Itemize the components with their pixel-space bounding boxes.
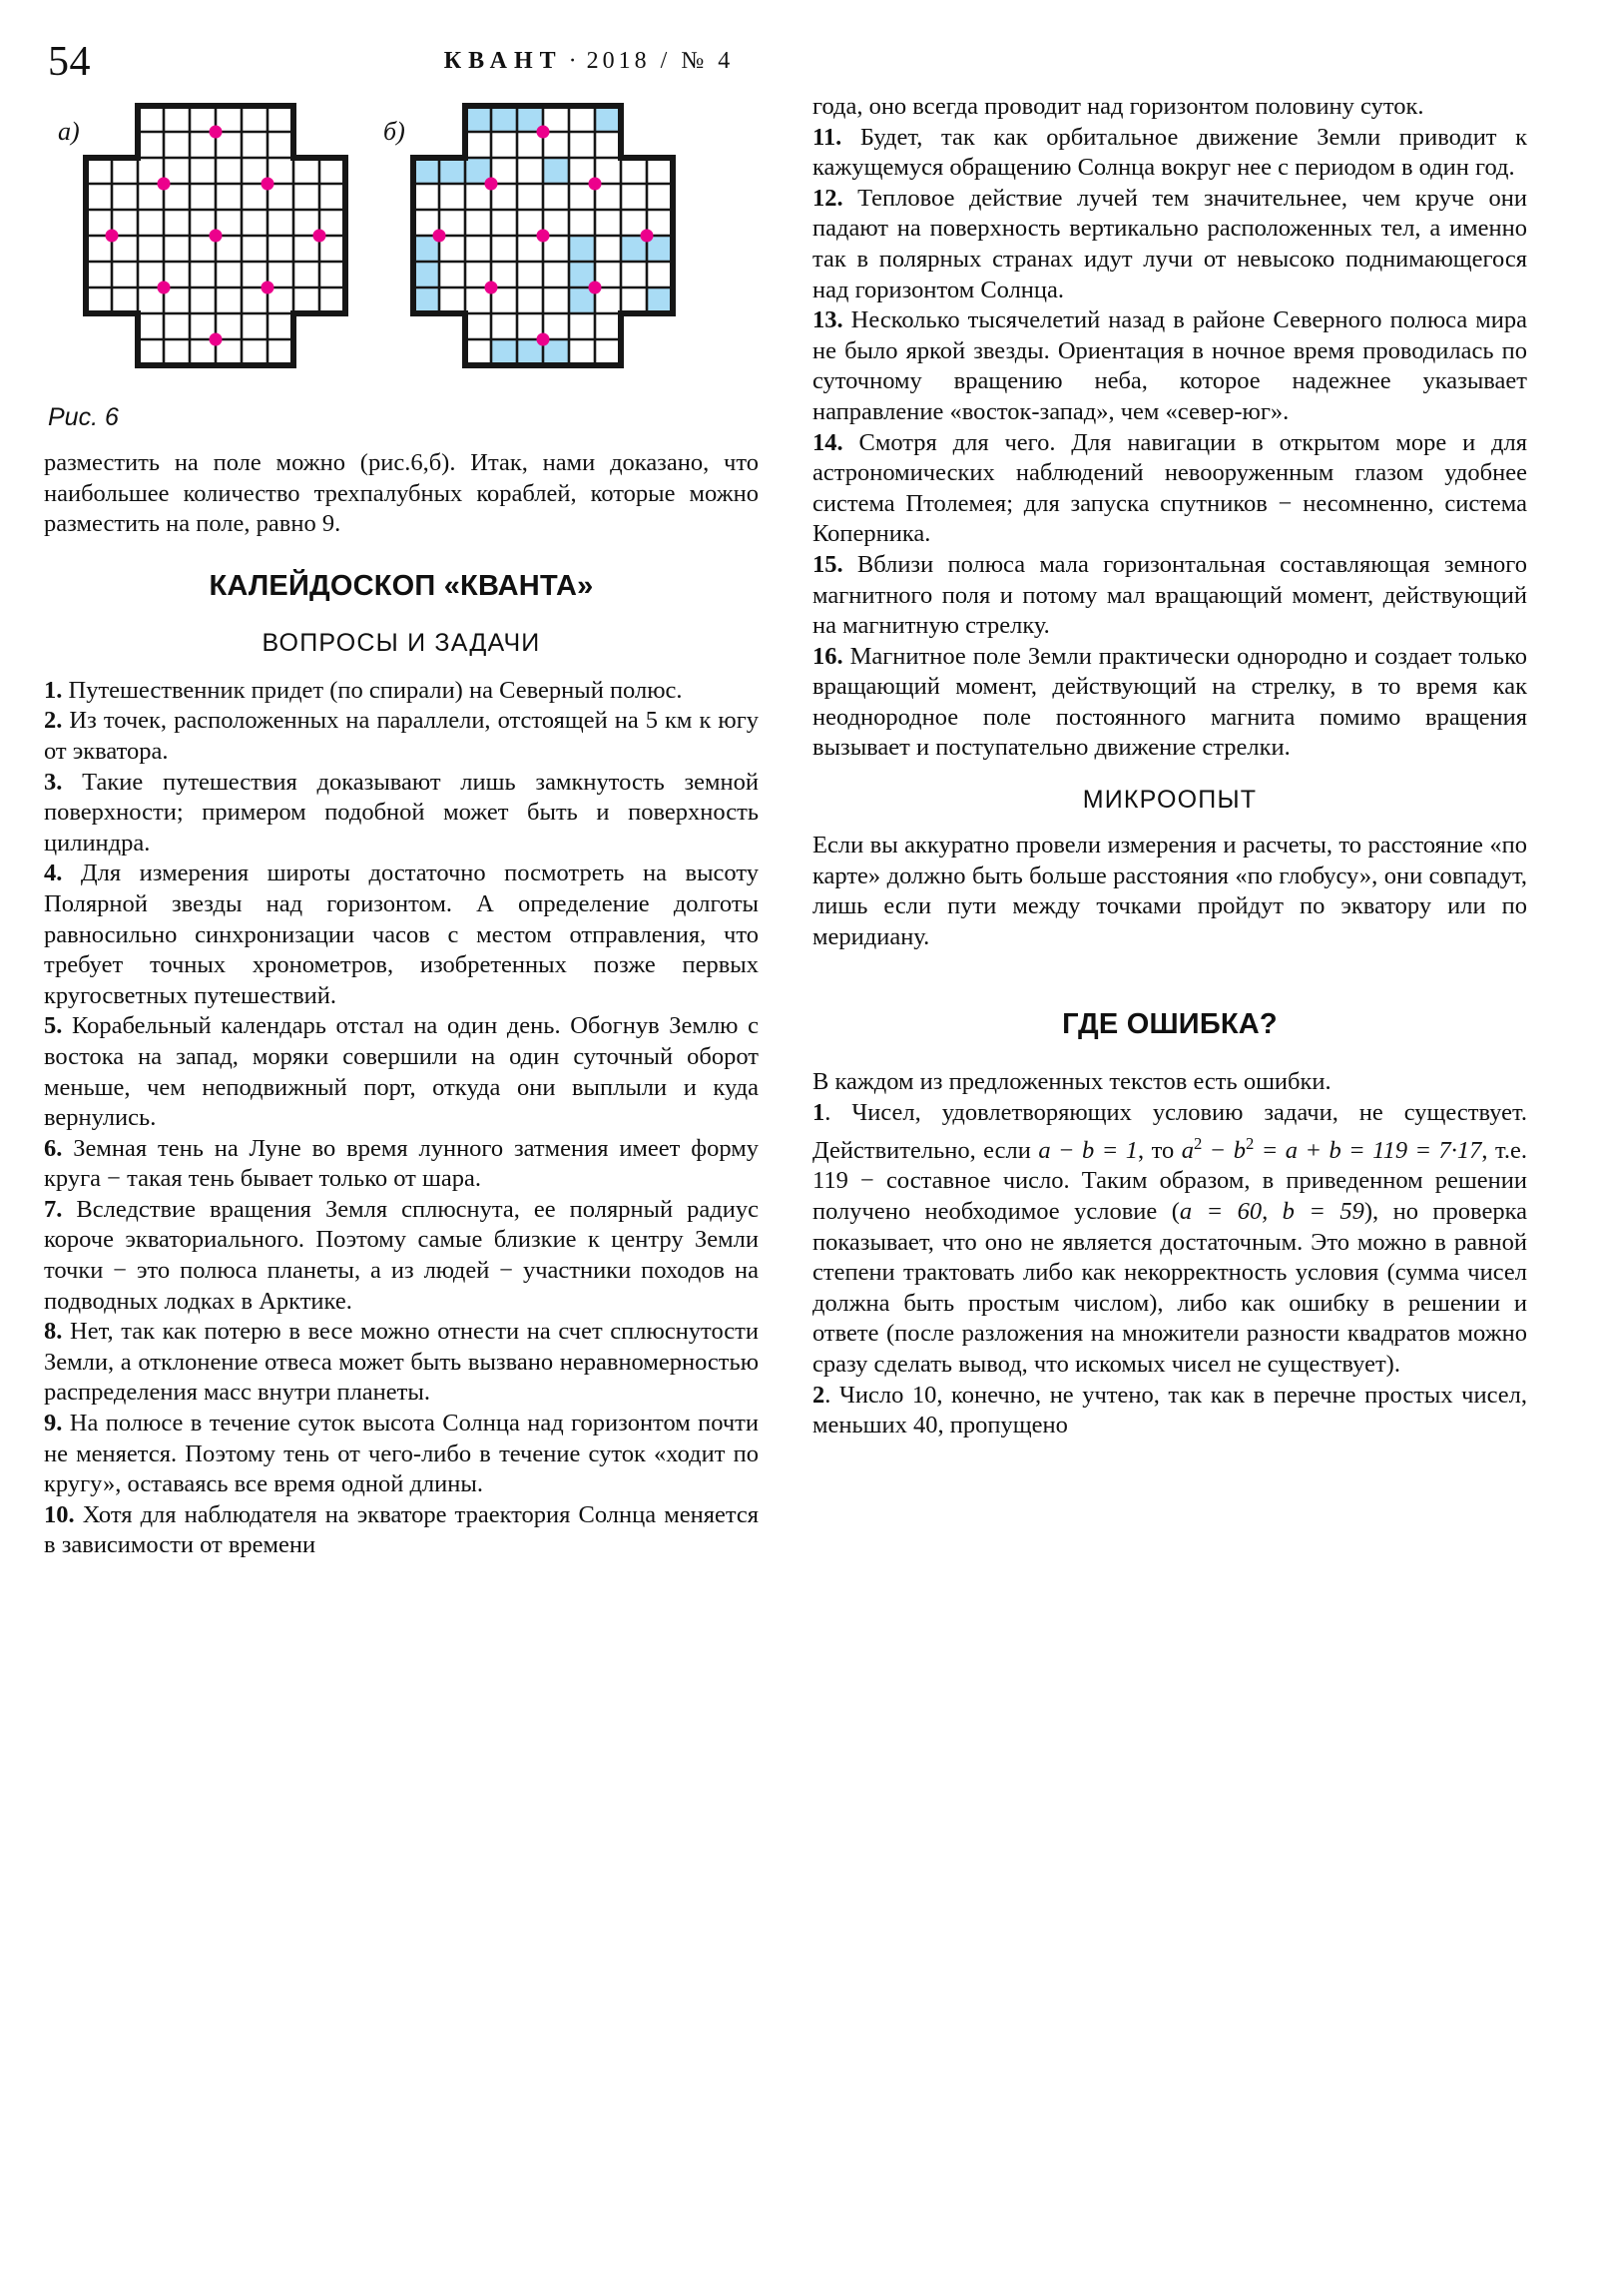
- two-column-layout: [44, 92, 1553, 2280]
- answer-number: 11.: [812, 123, 842, 151]
- spacer: [812, 952, 1527, 978]
- answer-item-12: [812, 184, 1527, 305]
- answer-number: 10.: [44, 1500, 75, 1528]
- answer-text: На полюсе в течение суток высота Солнца над горизонтом почти не меняется. Поэтому тень от чего-либо в течение суток «ходит по кругу», оставаясь все время одной длины.: [44, 1410, 759, 1498]
- microexperiment-paragraph: Если вы аккуратно провели измерения и расчеты, то расстояние «по карте» должно быть больше расстояния «по глобусу», они совпадут, лишь если пути между точками пройдут по экватору или по меридиану.: [812, 832, 1527, 950]
- answer-item-10: [44, 1500, 759, 1561]
- answer-item-15: [812, 550, 1527, 642]
- error-number-dot: .: [824, 1381, 831, 1409]
- journal-title: КВАНТ: [443, 48, 563, 74]
- answer-item-13: [812, 305, 1527, 427]
- section-title-where-is-error: ГДЕ ОШИБКА?: [1062, 1008, 1278, 1041]
- answer-number: 16.: [812, 642, 843, 670]
- answer-item-3: [44, 768, 759, 860]
- error-formula-1: a − b = 1: [1038, 1136, 1139, 1164]
- right-column: [812, 92, 1527, 2280]
- answer-number: 5.: [44, 1012, 63, 1040]
- error-text-part1: Чисел, удовлетворяющих условию задачи, не существует. Действительно, если: [812, 1099, 1527, 1164]
- answer-text: Будет, так как орбитальное движение Земли приводит к кажущемуся обращению Солнца вокруг нее с периодом в один год.: [812, 123, 1527, 182]
- error-text-part4: ), но проверка показывает, что оно не является достаточным. Это можно в равной степени трактовать либо как некорректность условия (сумма чисел должна быть простым числом), либо как ошибку в решении и ответе (после разложения на множители разности квадратов можно сразу сделать вывод, что искомых чисел не существует).: [812, 1197, 1527, 1378]
- figure-b-label: б): [383, 117, 405, 146]
- left-column: [44, 92, 759, 2280]
- error-formula-3: a = 60, b = 59: [1179, 1197, 1364, 1225]
- figure-caption: Рис. 6: [48, 403, 119, 431]
- answer-item-9: [44, 1409, 759, 1500]
- header-separator: ·: [568, 48, 581, 74]
- error-formula-2: $a^2 - b^2 = a + b = 119 = 7\cdot 17$: [1181, 1133, 1482, 1164]
- error-number-dot: .: [824, 1099, 831, 1127]
- error-number: 1: [812, 1099, 825, 1127]
- answer-text: Вблизи полюса мала горизонтальная составляющая земного магнитного поля и потому мал вращающий момент, действующий на магнитную стрелку.: [812, 550, 1528, 640]
- figure-b-grid: [413, 106, 673, 365]
- answer-text: Тепловое действие лучей тем значительнее, чем круче они падают на поверхность вертикально расположенных тел, а именно так в полярных странах идут лучи от невысоко поднимающегося над горизонтом Солнца.: [812, 184, 1527, 303]
- answer-number: 14.: [812, 428, 843, 456]
- error-text-part2: , то: [1138, 1136, 1175, 1164]
- answer-item-5: [44, 1011, 759, 1133]
- answer-number: 2.: [44, 707, 63, 735]
- answer-item-2: [44, 706, 759, 767]
- answer-text: Нет, так как потерю в весе можно отнести на счет сплюснутости Земли, а отклонение отвеса может быть вызвано неравномерностью распределения масс внутри планеты.: [44, 1318, 759, 1407]
- answer-item-16: [812, 642, 1527, 764]
- answer-item-11: [812, 123, 1527, 184]
- error-item-2: [812, 1381, 1527, 1441]
- answer-item-6: [44, 1134, 759, 1195]
- answer-item-4: [44, 859, 759, 1011]
- figure-a-grid: [86, 106, 345, 365]
- figure-a-label: а): [58, 117, 80, 146]
- answer-text: Земная тень на Луне во время лунного затмения имеет форму круга − такая тень бывает только от шара.: [44, 1134, 760, 1193]
- continuation-paragraph: года, оно всегда проводит над горизонтом половину суток.: [812, 93, 1424, 120]
- answer-text: Путешественник придет (по спирали) на Северный полюс.: [68, 676, 683, 704]
- answer-number: 1.: [44, 676, 63, 704]
- figure-6: [44, 92, 759, 391]
- answer-text: Корабельный календарь отстал на один день. Обогнув Землю с востока на запад, моряки совершили на один суточный оборот меньше, чем неподвижный порт, откуда они выплыли и куда вернулись.: [44, 1012, 759, 1132]
- answer-number: 9.: [44, 1410, 63, 1437]
- answer-number: 15.: [812, 550, 843, 578]
- answer-number: 8.: [44, 1318, 63, 1346]
- answer-text: Для измерения широты достаточно посмотреть на высоту Полярной звезды над горизонтом. А определение долготы равносильно синхронизации часов с местом отправления, что требует точных хронометров, изобретенных позже первых кругосветных путешествий.: [44, 860, 759, 1009]
- answer-text: Из точек, расположенных на параллели, отстоящей на 5 км к югу от экватора.: [44, 707, 760, 765]
- answer-text: Вследствие вращения Земля сплюснута, ее полярный радиус короче экваториального. Поэтому самые близкие к центру Земли точки − это полюса планеты, а из людей − участники походов на подводных лодках в Арктике.: [44, 1195, 760, 1315]
- answer-text: Такие путешествия доказывают лишь замкнутость земной поверхности; примером подобной может быть и поверхность цилиндра.: [44, 768, 759, 857]
- answer-text: Смотря для чего. Для навигации в открытом море и для астрономических наблюдений невооруженным глазом удобнее система Птолемея; для запуска спутников − несомненно, система Коперника.: [812, 428, 1527, 548]
- battleship-grids-svg: [44, 92, 759, 391]
- answer-number: 3.: [44, 768, 63, 796]
- answer-text: Несколько тысячелетий назад в районе Северного полюса мира не было яркой звезды. Ориентация в ночное время проводилась по суточному вращению неба, которое надежнее указывает направление «восток-запад», чем «север-юг».: [812, 306, 1527, 425]
- answer-number: 6.: [44, 1134, 63, 1162]
- error-item-1: [812, 1098, 1527, 1381]
- answer-text: Магнитное поле Земли практически однородно и создает только вращающий момент, действующий на стрелку, в то время как неоднородное поле постоянного магнита помимо вращения вызывает и поступательно движение стрелки.: [812, 642, 1527, 762]
- error-text-part3: , т.е. 119 − составное число. Таким образом, в приведенном решении получено необходимое условие (: [812, 1136, 1527, 1225]
- running-head: [44, 48, 1553, 75]
- issue-label: 2018 / № 4: [586, 48, 735, 74]
- error-text: Число 10, конечно, не учтено, так как в перечне простых чисел, меньших 40, пропущено: [812, 1381, 1528, 1439]
- answer-item-1: [44, 676, 759, 707]
- page-header: [44, 34, 1553, 90]
- answer-number: 12.: [812, 184, 843, 212]
- intro-paragraph: разместить на поле можно (рис.6,б). Итак, нами доказано, что наибольшее количество трехпалубных кораблей, которые можно разместить на поле, равно 9.: [44, 449, 759, 538]
- answer-item-7: [44, 1195, 759, 1317]
- answer-item-14: [812, 428, 1527, 550]
- answer-number: 4.: [44, 860, 63, 887]
- section-title-kaleidoscope: КАЛЕЙДОСКОП «КВАНТА»: [209, 569, 594, 602]
- subsection-questions: ВОПРОСЫ И ЗАДАЧИ: [262, 628, 541, 657]
- answer-item-8: [44, 1317, 759, 1409]
- answer-number: 13.: [812, 306, 843, 334]
- subsection-microexperiment: МИКРООПЫТ: [1082, 786, 1258, 815]
- error-intro-paragraph: В каждом из предложенных текстов есть ошибки.: [812, 1068, 1331, 1096]
- page-number: 54: [48, 39, 91, 85]
- answer-text: Хотя для наблюдателя на экваторе траектория Солнца меняется в зависимости от времени: [44, 1500, 760, 1559]
- error-number: 2: [812, 1381, 825, 1409]
- answer-number: 7.: [44, 1195, 63, 1223]
